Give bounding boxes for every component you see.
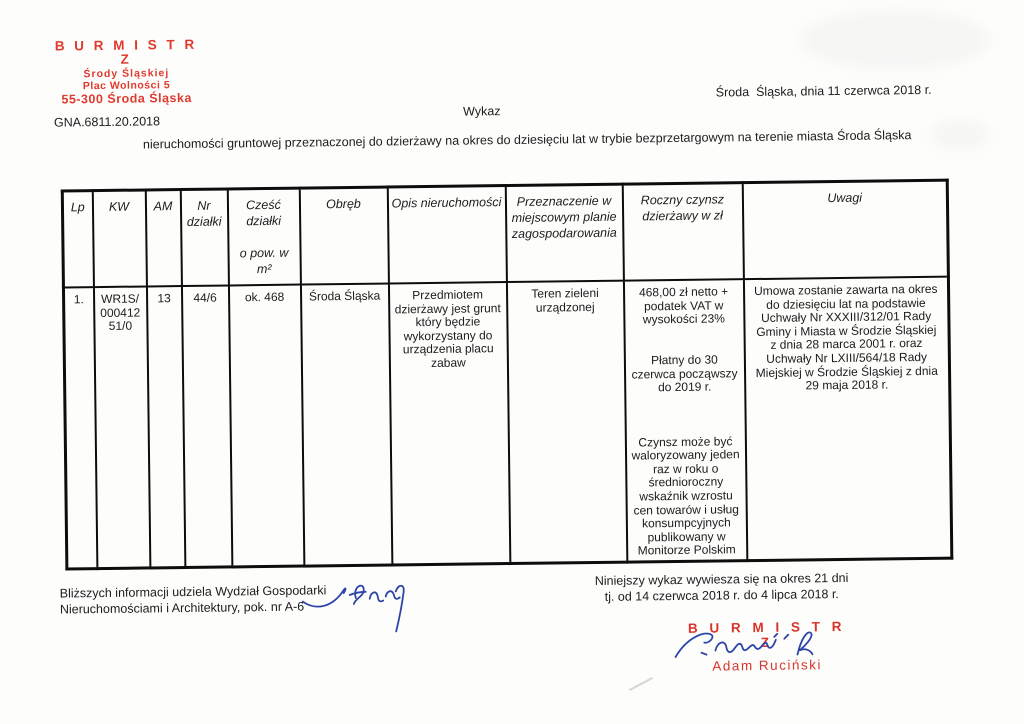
cell-obreb: Środa Śląska bbox=[300, 284, 391, 566]
document-subtitle: nieruchomości gruntowej przeznaczonej do dzierżawy na okres do dziesięciu lat w trybie bezprzetargowym na terenie miasta Środa Śląska bbox=[142, 128, 912, 152]
sender-stamp-postal-line: 55-300 Środa Śląska bbox=[61, 90, 192, 107]
sender-stamp-street-line: Plac Wolności 5 bbox=[82, 78, 171, 92]
header-uwagi: Uwagi bbox=[742, 180, 948, 279]
reference-number: GNA.6811.20.2018 bbox=[53, 114, 161, 130]
header-kw: KW bbox=[92, 190, 146, 287]
contact-info-text bbox=[60, 583, 327, 617]
header-roczny-czynsz: Roczny czynsz dzierżawy w zł bbox=[622, 183, 743, 281]
header-opis: Opis nieruchomości bbox=[387, 186, 506, 284]
document-title: Wykaz bbox=[463, 104, 501, 119]
cell-kw: WR1S/ 000412 51/0 bbox=[93, 286, 149, 568]
header-przeznaczenie: Przeznaczenie w miejscowym planie zagospodarowania bbox=[505, 184, 623, 282]
cell-czesc-dzialki: ok. 468 bbox=[228, 285, 303, 567]
cell-nr-dzialki: 44/6 bbox=[181, 285, 231, 567]
header-obreb: Obręb bbox=[299, 187, 388, 285]
header-nr-dzialki: Nr działki bbox=[180, 189, 228, 286]
sender-stamp-city-line: Środy Śląskiej bbox=[83, 67, 170, 81]
contact-info-line2: Nieruchomościami i Architektury, pok. nr A-6 bbox=[59, 599, 305, 617]
place-and-date: Środa Śląska, dnia 11 czerwca 2018 r. bbox=[715, 82, 932, 100]
land-lease-listing-table bbox=[61, 179, 954, 571]
table-header-row bbox=[62, 180, 948, 287]
header-czesc-dzialki: Cześć działki o pow. w m² bbox=[227, 188, 300, 285]
mayor-title-stamp: B U R M I S T R Z bbox=[687, 618, 846, 650]
posting-notice-text bbox=[562, 570, 880, 606]
table-row bbox=[63, 277, 951, 569]
posting-notice-line2: tj. od 14 czerwca 2018 r. do 4 lipca 2018 r. bbox=[604, 587, 839, 604]
header-am: AM bbox=[145, 190, 181, 287]
header-lp: Lp bbox=[62, 191, 93, 288]
cell-lp: 1. bbox=[63, 287, 96, 569]
posting-notice-line1: Niniejszy wykaz wywiesza się na okres 21 dni bbox=[594, 570, 849, 589]
cell-przeznaczenie: Teren zieleni urządzonej bbox=[506, 281, 626, 564]
cell-opis: Przedmiotem dzierżawy jest grunt który będzie wykorzystany do urządzenia placu zabaw bbox=[388, 282, 509, 565]
mayor-name: Adam Ruciński bbox=[712, 657, 822, 674]
contact-info-line1: Bliższych informacji udziela Wydział Gospodarki bbox=[59, 583, 327, 601]
cell-am: 13 bbox=[146, 286, 184, 568]
cell-uwagi: Umowa zostanie zawarta na okres do dziesięciu lat na podstawie Uchwały Nr XXXIII/312/01 Rady Gminy i Miasta w Środzie Śląskiej z dnia 28 marca 2001 r. oraz Uchwały Nr LXIII/564/18 Rady Miejskiej w Środzie Śląskiej z dnia 29 maja 2018 r. bbox=[743, 277, 951, 561]
cell-roczny-czynsz: 468,00 zł netto + podatek VAT w wysokości 23% Płatny do 30 czerwca począwszy do 2019 r. Czynsz może być waloryzowany jeden raz w roku o średnioroczny wskaźnik wzrostu cen towarów i usług konsumpcyjnych publikowany w Monitorze Polskim bbox=[623, 279, 746, 562]
handwritten-initials-ink bbox=[301, 576, 414, 639]
sender-stamp-title: B U R M I S T R Z bbox=[54, 36, 198, 67]
